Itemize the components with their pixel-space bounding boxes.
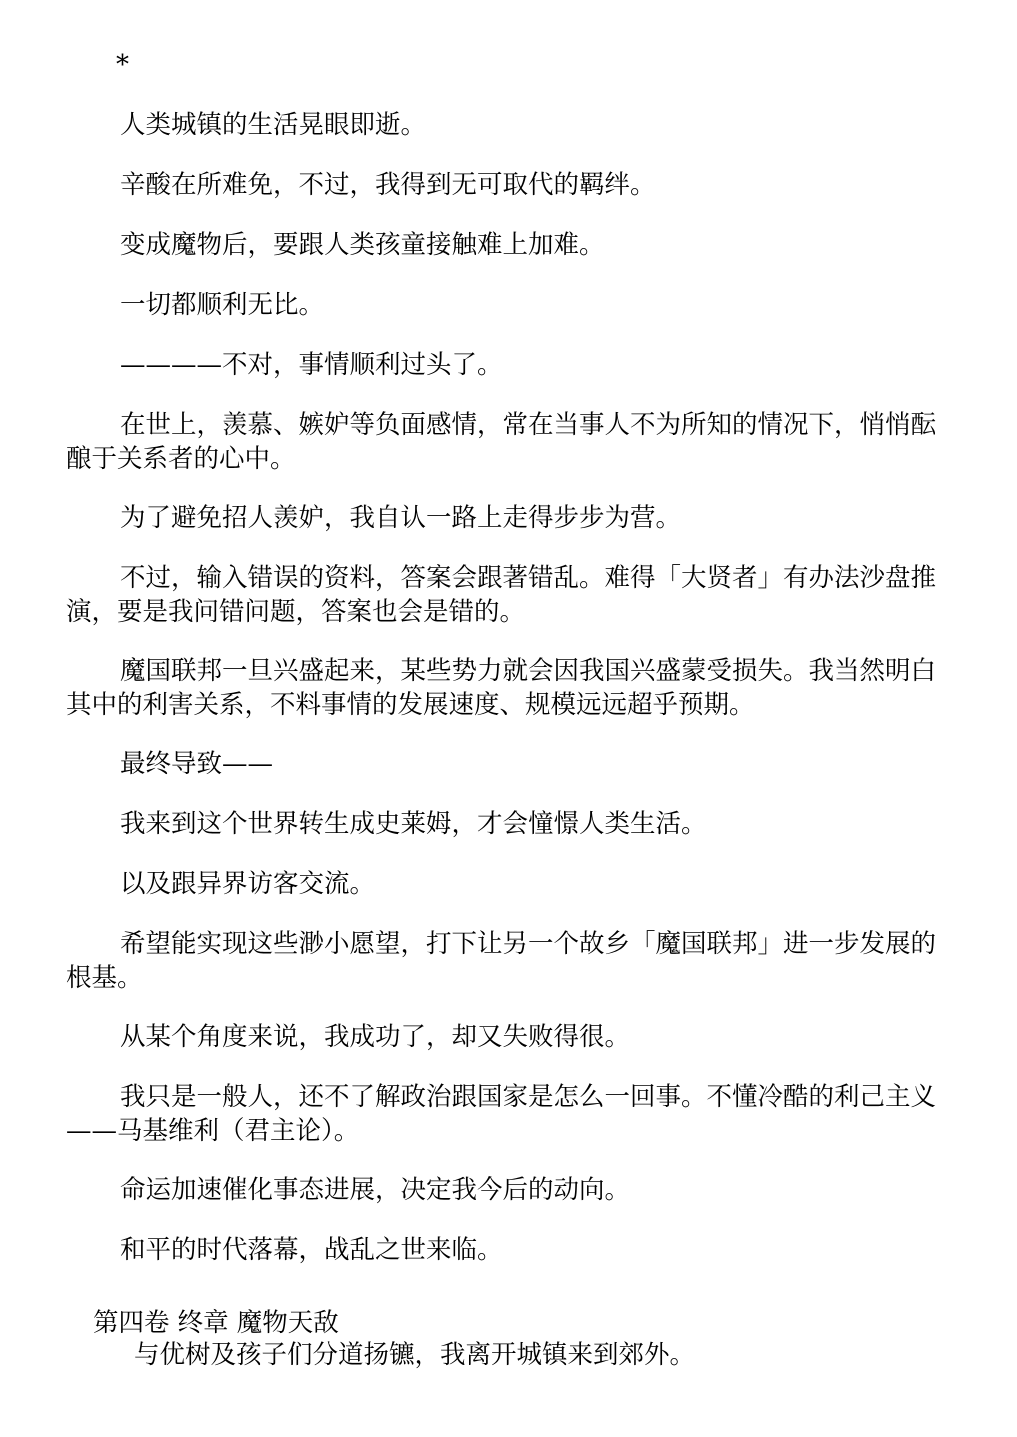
paragraph: 我来到这个世界转生成史莱姆，才会憧憬人类生活。 bbox=[120, 809, 707, 839]
paragraph: 命运加速催化事态进展，决定我今后的动向。 bbox=[120, 1175, 631, 1205]
chapter-title: 第四卷 终章 魔物天敌 bbox=[93, 1308, 339, 1338]
chapter-first-paragraph: 与优树及孩子们分道扬镳，我离开城镇来到郊外。 bbox=[134, 1340, 696, 1370]
paragraph: 魔国联邦一旦兴盛起来，某些势力就会因我国兴盛蒙受损失。我当然明白其中的利害关系，不料事情的发展速度、规模远远超乎预期。 bbox=[66, 656, 937, 720]
paragraph: 辛酸在所难免，不过，我得到无可取代的羁绊。 bbox=[120, 170, 656, 200]
paragraph: 变成魔物后，要跟人类孩童接触难上加难。 bbox=[120, 230, 605, 260]
paragraph: 我只是一般人，还不了解政治跟国家是怎么一回事。不懂冷酷的利己主义——马基维利（君主论）。 bbox=[66, 1082, 937, 1146]
section-separator: * bbox=[116, 50, 129, 80]
paragraph: 和平的时代落幕，战乱之世来临。 bbox=[120, 1235, 503, 1265]
paragraph: 在世上，羡慕、嫉妒等负面感情，常在当事人不为所知的情况下，悄悄酝酿于关系者的心中。 bbox=[66, 410, 937, 474]
paragraph: 最终导致—— bbox=[120, 749, 274, 779]
paragraph: 人类城镇的生活晃眼即逝。 bbox=[120, 110, 427, 140]
paragraph: 为了避免招人羡妒，我自认一路上走得步步为营。 bbox=[120, 503, 682, 533]
paragraph: 以及跟异界访客交流。 bbox=[120, 869, 376, 899]
paragraph: 一切都顺利无比。 bbox=[120, 290, 325, 320]
paragraph: 从某个角度来说，我成功了，却又失败得很。 bbox=[120, 1022, 631, 1052]
paragraph: 希望能实现这些渺小愿望，打下让另一个故乡「魔国联邦」进一步发展的根基。 bbox=[66, 929, 937, 993]
paragraph: ————不对，事情顺利过头了。 bbox=[120, 350, 503, 380]
paragraph: 不过，输入错误的资料，答案会跟著错乱。难得「大贤者」有办法沙盘推演，要是我问错问题，答案也会是错的。 bbox=[66, 563, 937, 627]
